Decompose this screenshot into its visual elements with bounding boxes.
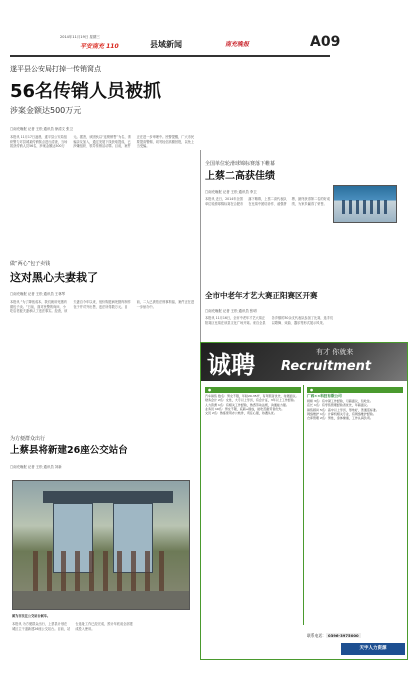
story3-photo bbox=[333, 185, 397, 223]
story1-kicker: 遂平县公安局打掉一传销窝点 bbox=[10, 65, 101, 73]
story5-body: 本报讯 为方便群众出行，上蔡县计划在城区主干道新建26座公交站台。目前，站台选址工作已经完成，预计年底前全部建成投入使用。 bbox=[12, 622, 133, 631]
recruit-contact-phone: 0396-3975000 bbox=[327, 633, 359, 638]
recruit-footer-brand-text: 天宇人力资源 bbox=[359, 646, 387, 651]
recruit-divider bbox=[303, 385, 304, 625]
story3-headline: 上蔡二高获佳绩 bbox=[205, 171, 275, 182]
job-5: 文员 2名：熟练使用办公软件，责任心强，待遇从优。 bbox=[205, 411, 277, 416]
masthead bbox=[0, 30, 415, 52]
commuter-figures bbox=[33, 551, 173, 591]
recruit-contact bbox=[307, 633, 405, 639]
recruit-banner bbox=[201, 343, 407, 381]
story5-photo bbox=[12, 480, 190, 610]
story4-headline: 全市中老年才艺大赛正阳赛区开赛 bbox=[205, 291, 318, 300]
paper-logo: 南充晚报 bbox=[225, 41, 250, 48]
job-8: 销售顾问 5名：高中以上学历，形象好，普通话标准。 bbox=[307, 407, 379, 412]
story2-body: 本报讯 “为了降低成本，我们就用死猪肉做包子卖。”日前，面对民警的询问，小吃店老板夫妻承认了违法事实。经查，该夫妻自今年以来，低价购进病死猪肉制作包子并对外出售，违法所得数万元。目前，二人已被依法刑事拘留，案件正在进一步侦办中。 bbox=[10, 300, 195, 314]
story1-body: 本报讯 11月17日凌晨，遂平县公安局组织警力对县城某传销窝点进行清查，当场抓获传销人员56名，涉案金额达500万元。据悉，该团伙以“连锁销售”为名，诱骗亲友加入，通过发展下线获取提成，已涉嫌组织、领导传销活动罪。目前，案件正在进一步审理中。民警提醒，广大市民要提高警惕，切勿轻信高额回报，以免上当受骗。 bbox=[10, 135, 195, 149]
masthead-logo: 平安南充 110 bbox=[80, 43, 119, 50]
story1 bbox=[10, 64, 195, 225]
recruit-title: 诚聘 bbox=[207, 351, 255, 379]
recruit-section-strip-2: ● bbox=[307, 387, 403, 393]
story5 bbox=[10, 435, 195, 469]
job-4: 业务员 10名：男女不限，底薪+提成，能吃苦耐劳者优先。 bbox=[205, 406, 285, 411]
recruit-jobs-left bbox=[205, 385, 301, 415]
story5-byline: □南充晚报 记者 王松 通讯员 刘新 bbox=[10, 465, 62, 469]
story3-byline: □南充晚报 记者 王松 通讯员 李卫 bbox=[205, 190, 257, 194]
job-7: 店长 1名：有零售管理经验者优先，年薪面议。 bbox=[307, 403, 370, 408]
story4-byline: □南充晚报 记者 王松 通讯员 张明 bbox=[205, 309, 257, 313]
story2-byline: □南充晚报 记者 王松 通讯员 王林琴 bbox=[10, 292, 65, 296]
job-10: 仓库管理 2名：男性，身体健康，工作认真负责。 bbox=[307, 416, 373, 421]
story2 bbox=[10, 260, 195, 390]
job-1: 汽车销售 数名：男女不限，年龄20-35岁，有驾照者优先，待遇面议。 bbox=[205, 394, 299, 398]
page-number: A09 bbox=[310, 34, 341, 50]
job-6: 厨师 3名：有中餐工作经验，月薪面议，包吃住。 bbox=[307, 399, 373, 403]
road-surface bbox=[13, 591, 190, 610]
recruitment-block bbox=[200, 342, 408, 660]
story5-headline: 上蔡县将新建26座公交站台 bbox=[10, 445, 128, 456]
story1-byline: □南充晚报 记者 王松 通讯员 徐清文 张卫 bbox=[10, 127, 73, 131]
story3-photo-figures bbox=[342, 200, 390, 214]
story2-headline: 这对黑心夫妻栽了 bbox=[10, 271, 98, 284]
story2-kicker: 做“两心”包子卖钱 bbox=[10, 261, 51, 267]
date-line: 2014年11月19日 星期三 bbox=[60, 35, 100, 39]
job-9: 网络维护 1名：计算机相关专业，有网络维护经验。 bbox=[307, 411, 376, 416]
story1-subhead: 涉案金额达500万元 bbox=[10, 106, 82, 115]
recruit-subtitle: Recruitment bbox=[281, 359, 372, 374]
story5-caption: 图为市民在公交站台候车。 bbox=[12, 614, 51, 618]
recruit-section-strip: ● bbox=[205, 387, 301, 393]
job-2: 财务会计 2名：女性，大专以上学历，有会计证，3年以上工作经验。 bbox=[205, 398, 297, 403]
recruit-jobs-right bbox=[307, 385, 403, 420]
job-3: 人力资源 1名：有相关工作经验，熟悉劳动法规，沟通能力强。 bbox=[205, 402, 289, 407]
story5-kicker: 为方便群众出行 bbox=[10, 436, 46, 442]
story4 bbox=[205, 290, 400, 346]
story3-body: 本报讯 近日，2014年全国单位轮滑球锦标赛在合肥市落下帷幕，上蔡二高代表队在比赛中团结协作、顽强拼搏，最终获得第二名的好成绩，为家乡赢得了荣誉。 bbox=[205, 197, 330, 206]
recruit-company: 广西××科技有限公司 bbox=[307, 394, 342, 398]
recruit-footer-brand bbox=[341, 643, 405, 655]
recruit-slogan: 有才 你就来 bbox=[316, 348, 354, 356]
story1-headline: 56名传销人员被抓 bbox=[10, 81, 162, 102]
bus-stop-shelter bbox=[43, 491, 173, 503]
story4-body: 本报讯 11月16日，全市中老年才艺大赛正阳赛区比赛在该县文化广场开赛。来自全县各乡镇的30余支代表队参加了比赛，选手们以歌舞、戏曲、器乐等形式展示风采。 bbox=[205, 316, 334, 325]
story3-kicker: 全国单位轮滑球锦标赛落下帷幕 bbox=[205, 161, 276, 167]
masthead-rule bbox=[10, 55, 330, 57]
recruit-contact-label: 联系电话： bbox=[307, 633, 326, 638]
section-title: 县域新闻 bbox=[150, 40, 182, 49]
